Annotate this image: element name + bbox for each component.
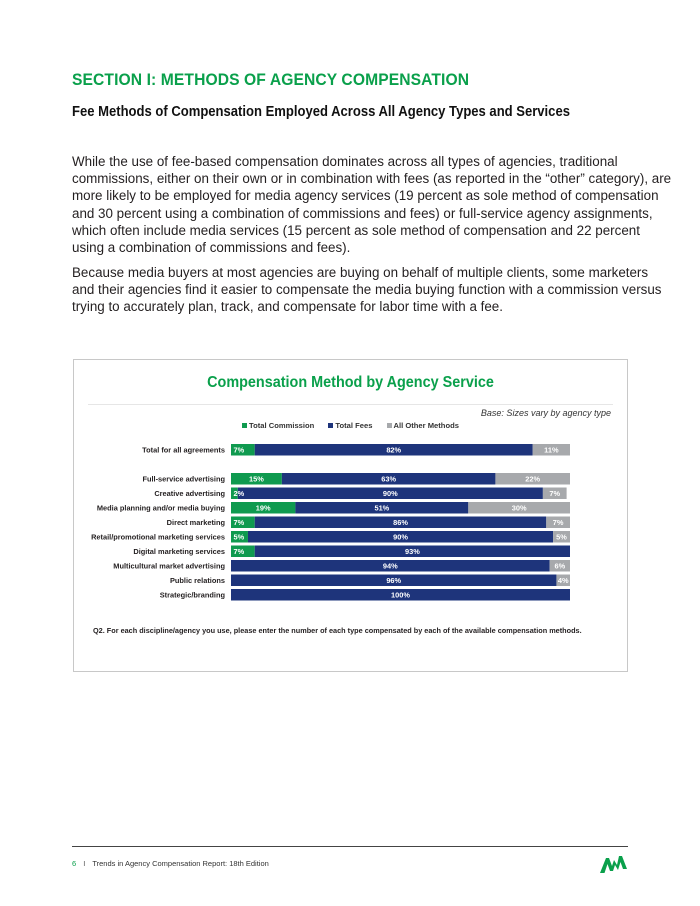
data-label: 5%	[233, 532, 245, 542]
category-label: Multicultural market advertising	[113, 561, 225, 571]
chart-container	[73, 359, 628, 672]
report-title: Trends in Agency Compensation Report: 18th Edition	[92, 859, 269, 868]
stacked-bar-chart	[74, 360, 627, 671]
data-label: 93%	[404, 546, 420, 556]
data-label: 15%	[249, 474, 264, 484]
data-label: 63%	[381, 474, 397, 484]
data-label: 82%	[386, 445, 402, 455]
data-label: 86%	[393, 517, 408, 527]
category-label: Strategic/branding	[159, 590, 225, 600]
section-subtitle: Fee Methods of Compensation Employed Across All Agency Types and Services	[72, 104, 570, 120]
section-title: SECTION I: METHODS OF AGENCY COMPENSATION	[72, 70, 470, 89]
data-label: 94%	[382, 561, 398, 571]
data-label: 11%	[544, 445, 559, 455]
footer-separator: I	[83, 859, 86, 868]
data-label: 2%	[233, 488, 245, 498]
category-label: Direct marketing	[166, 517, 225, 527]
data-label: 51%	[374, 503, 390, 513]
ana-logo-icon	[600, 854, 627, 874]
body-paragraph: While the use of fee-based compensation dominates across all types of agencies, traditional commissions, either on their own or in combination with fees (as reported in the “other” category), are more likely to be employed for media agency services (19 percent as sole method of compensation and 30 percent using a combination of commissions and fees) or full-service agency assignments, which often include media services (15 percent as sole method of compensation and 22 percent using a combination of commissions and fees).	[72, 154, 672, 256]
chart-footnote: Q2. For each discipline/agency you use, please enter the number of each type compensated by each of the available compensation methods.	[93, 626, 582, 635]
legend-label: Total Fees	[335, 421, 373, 430]
category-label: Retail/promotional marketing services	[91, 532, 225, 542]
data-label: 4%	[557, 575, 569, 585]
category-label: Media planning and/or media buying	[96, 503, 225, 513]
category-label: Creative advertising	[154, 488, 225, 498]
data-label: 100%	[391, 590, 410, 600]
body-paragraph: Because media buyers at most agencies are buying on behalf of multiple clients, some marketers and their agencies find it easier to compensate the media buying function with a commission versus trying to accurately plan, track, and compensate for labor time with a fee.	[72, 265, 662, 315]
footer-divider	[72, 846, 628, 847]
data-label: 19%	[255, 503, 271, 513]
category-label: Digital marketing services	[133, 546, 225, 556]
category-label: Public relations	[169, 575, 225, 585]
data-label: 90%	[382, 488, 398, 498]
page-footer	[72, 859, 269, 868]
legend-label: Total Commission	[249, 421, 315, 430]
data-label: 5%	[556, 532, 567, 542]
page-number: 6	[72, 859, 77, 868]
data-label: 7%	[233, 546, 245, 556]
data-label: 7%	[552, 517, 564, 527]
data-label: 7%	[233, 517, 245, 527]
data-label: 7%	[233, 445, 245, 455]
data-label: 6%	[554, 561, 566, 571]
chart-base-note: Base: Sizes vary by agency type	[480, 408, 611, 418]
legend-label: All Other Methods	[393, 421, 459, 430]
category-label: Total for all agreements	[142, 445, 225, 455]
data-label: 90%	[393, 532, 408, 542]
category-label: Full-service advertising	[142, 474, 225, 484]
data-label: 22%	[525, 474, 541, 484]
data-label: 7%	[549, 488, 561, 498]
chart-title: Compensation Method by Agency Service	[207, 374, 494, 391]
data-label: 30%	[511, 503, 527, 513]
data-label: 96%	[386, 575, 402, 585]
